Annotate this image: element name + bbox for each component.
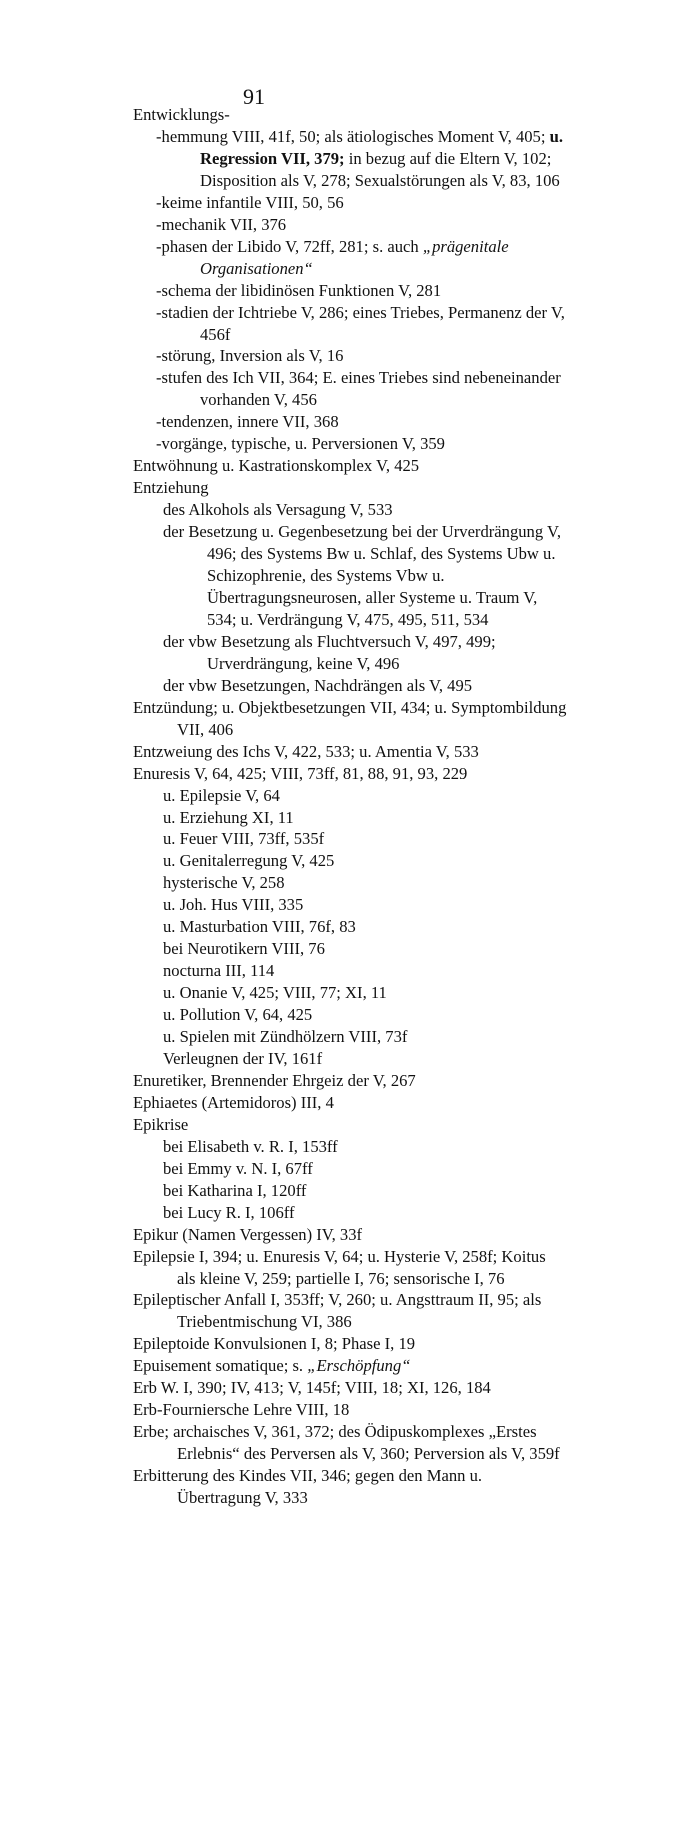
index-entry: -schema der libidinösen Funktionen V, 281: [156, 280, 442, 300]
index-entry: -tendenzen, innere VII, 368: [156, 412, 339, 432]
index-entry: Entzündung; u. Objektbesetzungen VII, 434; u. Symptombildung VII, 406: [133, 697, 567, 739]
index-entry: u. Masturbation VIII, 76f, 83: [163, 917, 356, 937]
index-entry: Epuisement somatique; s. „Erschöpfung“: [133, 1356, 411, 1376]
index-entry: Entziehung: [133, 478, 209, 498]
index-entry: Entwöhnung u. Kastrationskomplex V, 425: [133, 456, 420, 476]
index-entry: Entzweiung des Ichs V, 422, 533; u. Amentia V, 533: [133, 741, 479, 761]
index-entry: u. Feuer VIII, 73ff, 535f: [163, 829, 325, 849]
index-entry: bei Katharina I, 120ff: [163, 1180, 307, 1200]
index-entry: u. Joh. Hus VIII, 335: [163, 895, 304, 915]
index-entry: der vbw Besetzungen, Nachdrängen als V, 495: [163, 675, 473, 695]
page-number: 91: [243, 84, 265, 109]
index-entry: u. Pollution V, 64, 425: [163, 1005, 313, 1025]
index-entry: der Besetzung u. Gegenbesetzung bei der Urverdrängung V, 496; des Systems Bw u. Schlaf, des Systems Ubw u. Schizophrenie, des Systems Vbw u. Übertragungsneurosen, aller Systeme u. Traum V, 534; u. Verdrängung V, 475, 495, 511, 534: [163, 522, 561, 629]
index-entry: -stufen des Ich VII, 364; E. eines Triebes sind nebeneinander vorhanden V, 456: [156, 368, 561, 410]
index-entry: -phasen der Libido V, 72ff, 281; s. auch „prägenitale Organisationen“: [156, 236, 509, 278]
index-entry: bei Lucy R. I, 106ff: [163, 1202, 295, 1222]
index-entry: bei Elisabeth v. R. I, 153ff: [163, 1136, 338, 1156]
index-column: [133, 104, 568, 1509]
index-entry: Epileptischer Anfall I, 353ff; V, 260; u. Angsttraum II, 95; als Triebentmischung VI, 386: [133, 1290, 542, 1332]
index-entry: u. Onanie V, 425; VIII, 77; XI, 11: [163, 983, 387, 1003]
index-entry: u. Epilepsie V, 64: [163, 785, 280, 805]
index-entry: Erbitterung des Kindes VII, 346; gegen den Mann u. Übertragung V, 333: [133, 1466, 483, 1508]
index-entry: -mechanik VII, 376: [156, 214, 287, 234]
index-entry: Epikur (Namen Vergessen) IV, 33f: [133, 1224, 363, 1244]
index-entry: nocturna III, 114: [163, 961, 275, 981]
index-entry: Erb W. I, 390; IV, 413; V, 145f; VIII, 18; XI, 126, 184: [133, 1378, 491, 1398]
index-entry: Epilepsie I, 394; u. Enuresis V, 64; u. Hysterie V, 258f; Koitus als kleine V, 259; partielle I, 76; sensorische I, 76: [133, 1246, 546, 1288]
index-entry: Ephiaetes (Artemidoros) III, 4: [133, 1092, 334, 1112]
index-entry: Enuretiker, Brennender Ehrgeiz der V, 267: [133, 1070, 416, 1090]
index-entry: hysterische V, 258: [163, 873, 285, 893]
index-entry: der vbw Besetzung als Fluchtversuch V, 497, 499; Urverdrängung, keine V, 496: [163, 631, 496, 673]
index-entry: -stadien der Ichtriebe V, 286; eines Triebes, Permanenz der V, 456f: [156, 302, 565, 344]
index-entry: -vorgänge, typische, u. Perversionen V, 359: [156, 434, 445, 454]
index-entry: -störung, Inversion als V, 16: [156, 346, 344, 366]
index-entry: bei Neurotikern VIII, 76: [163, 939, 325, 959]
index-entry: -hemmung VIII, 41f, 50; als ätiologisches Moment V, 405; u. Regression VII, 379; in bezug auf die Eltern V, 102; Disposition als V, 278; Sexualstörungen als V, 83, 106: [156, 126, 563, 190]
index-entry: Entwicklungs-: [133, 105, 230, 124]
index-entry: des Alkohols als Versagung V, 533: [163, 500, 393, 520]
index-entry: Epikrise: [133, 1114, 189, 1134]
index-entry: Enuresis V, 64, 425; VIII, 73ff, 81, 88, 91, 93, 229: [133, 763, 468, 783]
index-entry: Erb-Fourniersche Lehre VIII, 18: [133, 1400, 350, 1420]
index-entry: u. Spielen mit Zündhölzern VIII, 73f: [163, 1027, 408, 1047]
index-entry: -keime infantile VIII, 50, 56: [156, 192, 344, 212]
index-entry: u. Erziehung XI, 11: [163, 807, 294, 827]
index-entry: bei Emmy v. N. I, 67ff: [163, 1158, 313, 1178]
index-entry: u. Genitalerregung V, 425: [163, 851, 335, 871]
index-entry: Erbe; archaisches V, 361, 372; des Ödipuskomplexes „Erstes Erlebnis“ des Perversen als V, 360; Perversion als V, 359f: [133, 1422, 560, 1464]
index-entry: Verleugnen der IV, 161f: [163, 1048, 323, 1068]
index-entry: Epileptoide Konvulsionen I, 8; Phase I, 19: [133, 1334, 416, 1354]
